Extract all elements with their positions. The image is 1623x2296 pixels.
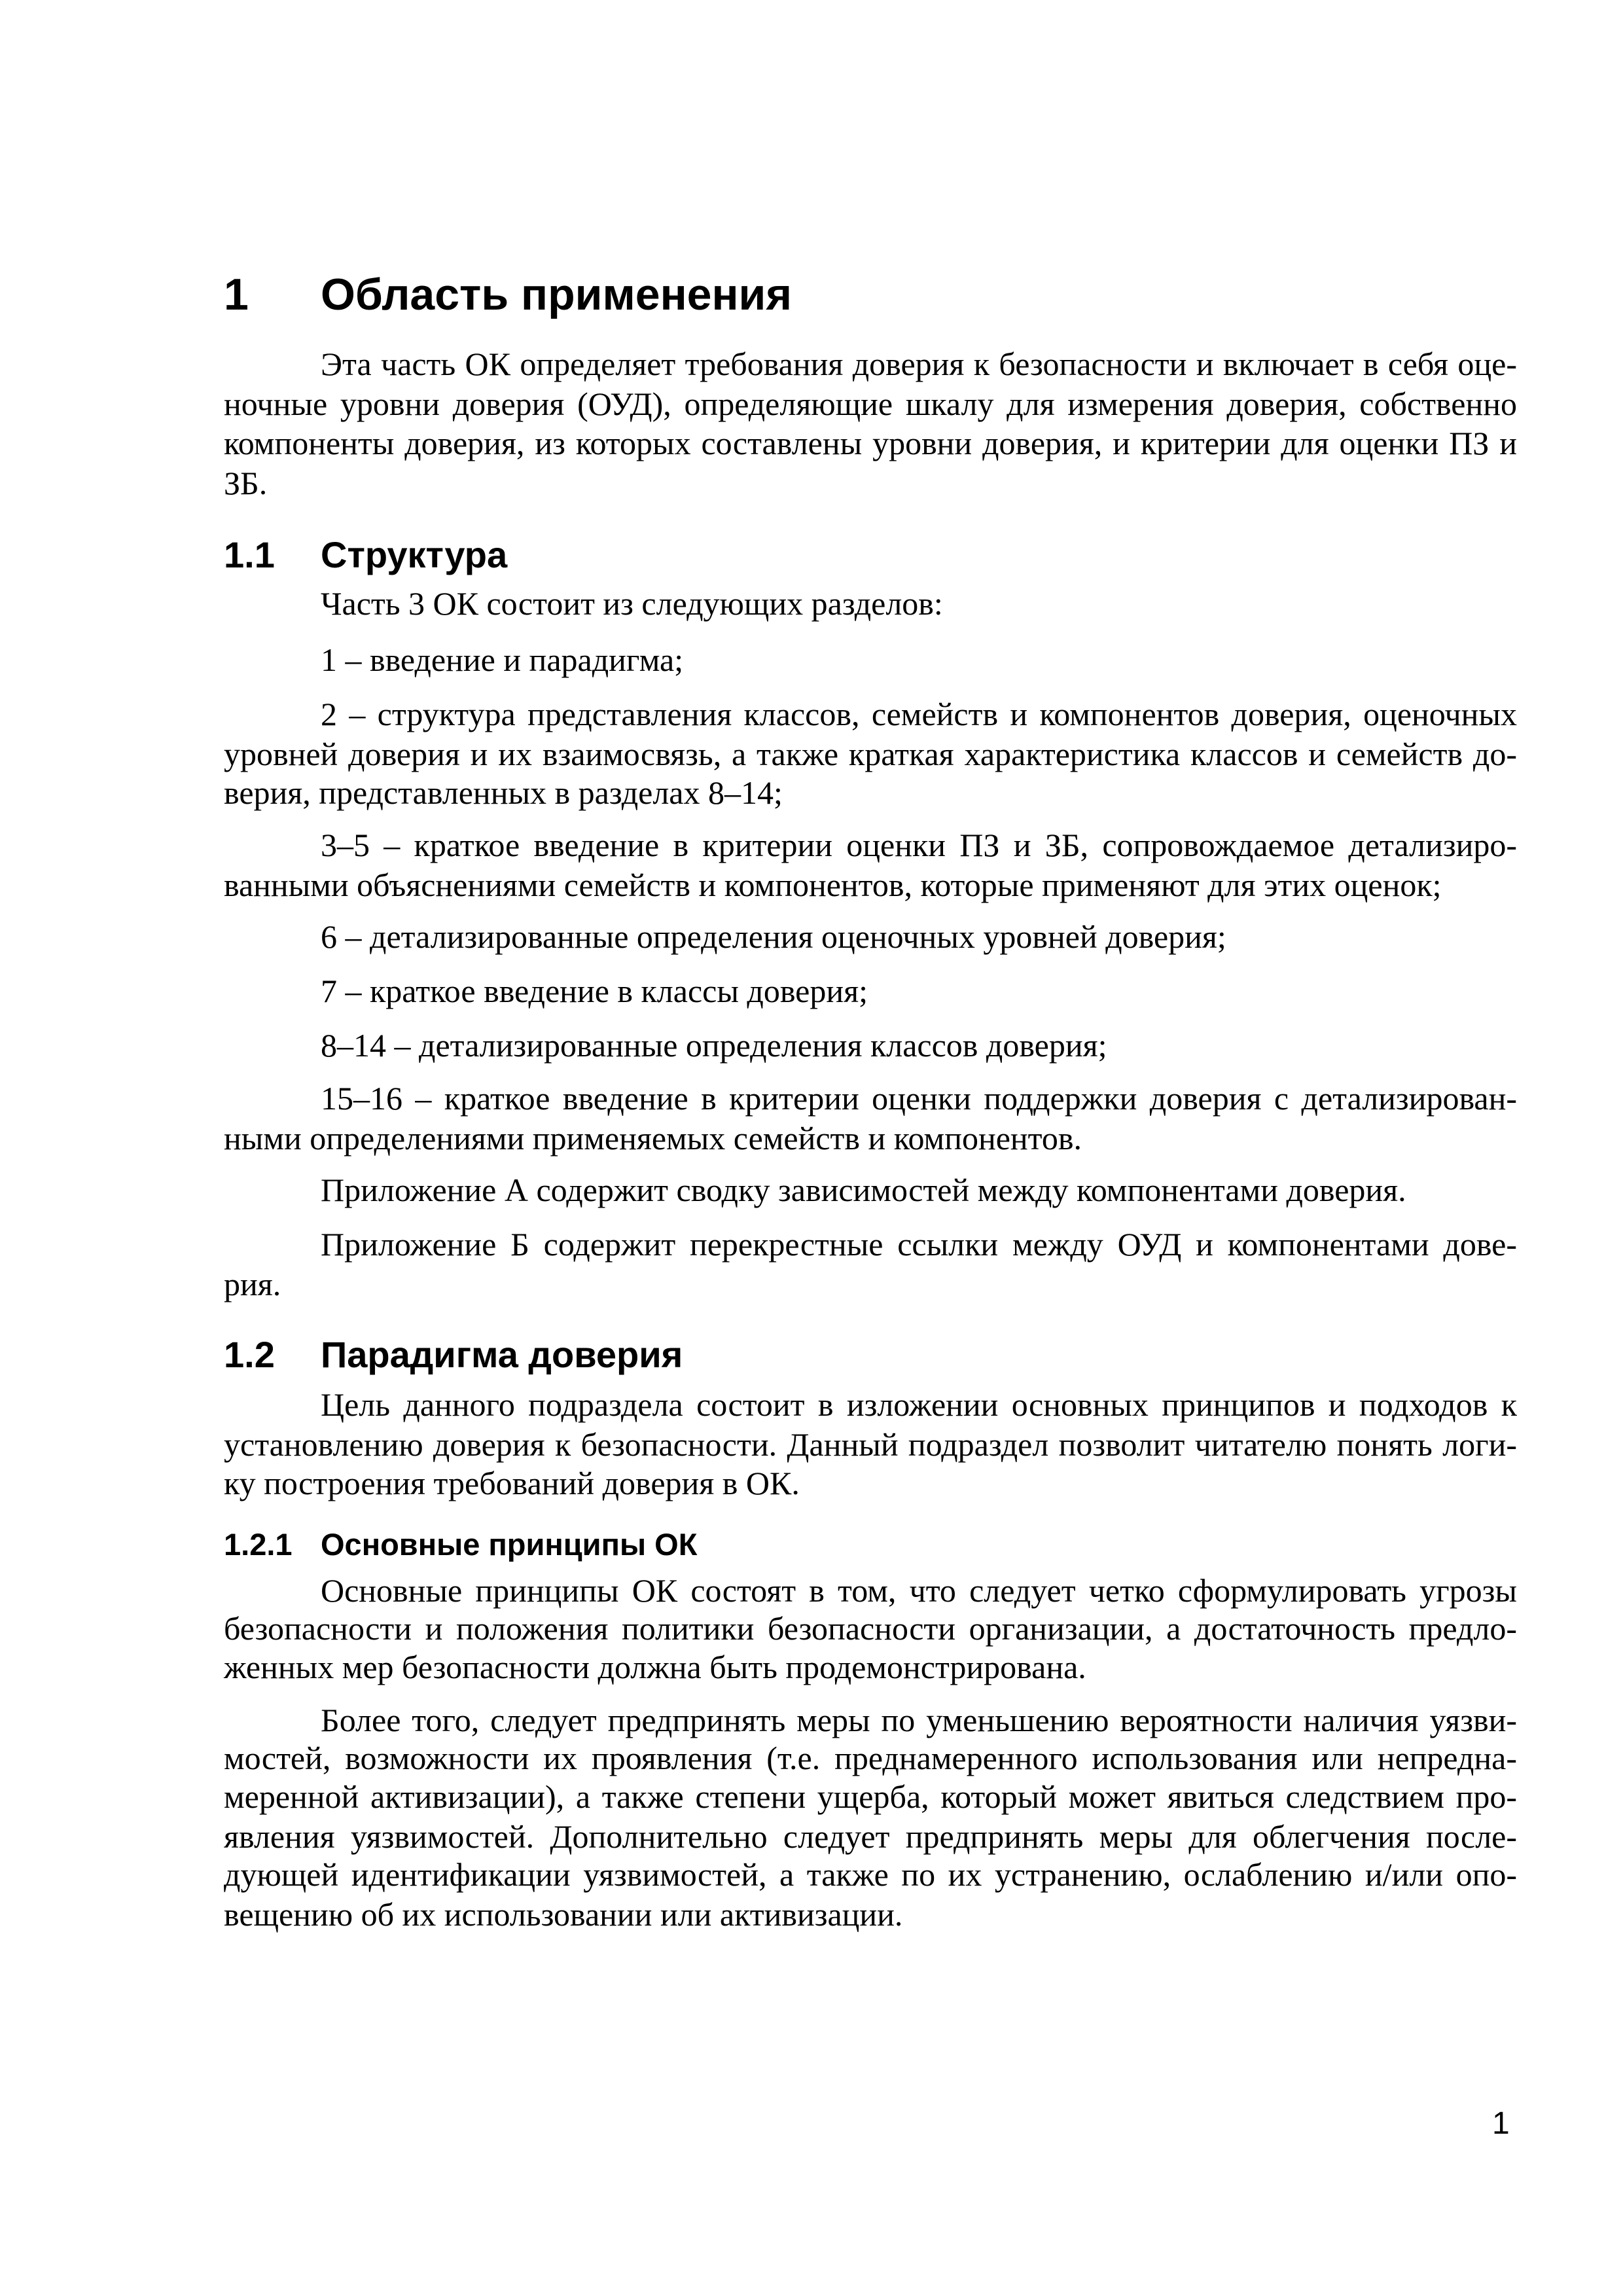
paragraph-line: компоненты доверия, из которых составлены уровни доверия, и критерии для оценки ПЗ и — [224, 425, 1517, 461]
paragraph-line: 6 – детализированные определения оценочных уровней доверия; — [321, 918, 1226, 955]
paragraph-line: Эта часть ОК определяет требования доверия к безопасности и включает в себя оце- — [321, 346, 1517, 382]
paragraph-line: 8–14 – детализированные определения классов доверия; — [321, 1027, 1107, 1064]
paragraph-line: Основные принципы ОК состоят в том, что следует четко сформулировать угрозы — [321, 1572, 1517, 1609]
paragraph-line: ванными объяснениями семейств и компонентов, которые применяют для этих оценок; — [224, 867, 1442, 903]
paragraph-line: Приложение Б содержит перекрестные ссылки между ОУД и компонентами дове- — [321, 1226, 1517, 1263]
paragraph-line: 1 – введение и парадигма; — [321, 641, 684, 678]
paragraph-line: безопасности и положения политики безопасности организации, а достаточность предло- — [224, 1610, 1517, 1647]
paragraph-line: Более того, следует предпринять меры по уменьшению вероятности наличия уязви- — [321, 1702, 1517, 1738]
paragraph-line: дующей идентификации уязвимостей, а также по их устранению, ослаблению и/или опо- — [224, 1856, 1517, 1893]
section-number: 1.2.1 — [224, 1527, 293, 1562]
section-heading — [224, 1525, 697, 1564]
section-number: 1.2 — [224, 1334, 275, 1375]
paragraph-line: ЗБ. — [224, 465, 268, 501]
section-heading — [224, 268, 792, 321]
paragraph-line: ными определениями применяемых семейств и компонентов. — [224, 1120, 1082, 1157]
section-number: 1 — [224, 270, 249, 319]
paragraph-line: 3–5 – краткое введение в критерии оценки ПЗ и ЗБ, сопровождаемое детализиро- — [321, 827, 1517, 863]
paragraph-line: явления уязвимостей. Дополнительно следует предпринять меры для облегчения после- — [224, 1818, 1517, 1855]
section-title: Парадигма доверия — [321, 1334, 683, 1375]
paragraph-line: Приложение А содержит сводку зависимостей между компонентами доверия. — [321, 1172, 1406, 1208]
section-heading — [224, 1332, 683, 1378]
page-number: 1 — [1492, 2106, 1510, 2141]
paragraph-line: Часть 3 ОК состоит из следующих разделов: — [321, 585, 943, 622]
paragraph-line: установлению доверия к безопасности. Данный подраздел позволит читателю понять логи- — [224, 1426, 1517, 1463]
section-heading — [224, 532, 507, 578]
paragraph-line: уровней доверия и их взаимосвязь, а также краткая характеристика классов и семейств до- — [224, 736, 1517, 772]
section-number: 1.1 — [224, 534, 275, 575]
paragraph-line: верия, представленных в разделах 8–14; — [224, 774, 783, 811]
section-title: Структура — [321, 534, 508, 575]
paragraph-line: женных мер безопасности должна быть продемонстрирована. — [224, 1649, 1086, 1685]
paragraph-line: 15–16 – краткое введение в критерии оценки поддержки доверия с детализирован- — [321, 1080, 1517, 1117]
section-title: Основные принципы ОК — [321, 1527, 698, 1562]
paragraph-line: ку построения требований доверия в ОК. — [224, 1465, 800, 1501]
paragraph-line: меренной активизации), а также степени ущерба, который может явиться следствием про- — [224, 1778, 1517, 1815]
paragraph-line: рия. — [224, 1266, 281, 1302]
paragraph-line: ночные уровни доверия (ОУД), определяющие шкалу для измерения доверия, собственно — [224, 386, 1517, 422]
paragraph-line: мостей, возможности их проявления (т.е. преднамеренного использования или непредна- — [224, 1740, 1517, 1776]
section-title: Область применения — [321, 270, 793, 319]
paragraph-line: 7 – краткое введение в классы доверия; — [321, 973, 868, 1009]
paragraph-line: Цель данного подраздела состоит в изложении основных принципов и подходов к — [321, 1386, 1517, 1423]
paragraph-line: вещению об их использовании или активизации. — [224, 1896, 903, 1933]
paragraph-line: 2 – структура представления классов, семейств и компонентов доверия, оценочных — [321, 696, 1517, 732]
